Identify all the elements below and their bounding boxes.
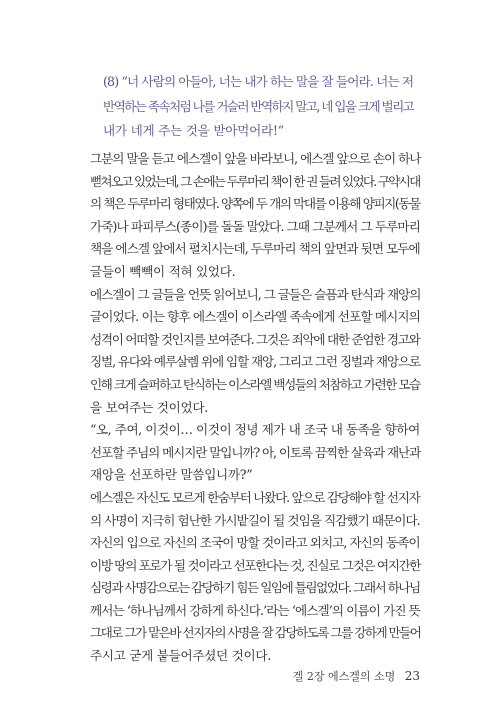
body-line: 이방 땅의 포로가 될 것이라고 선포한다는 것, 진실로 그것은 여지간한 (90, 557, 421, 573)
body-line: “오, 주여, 이것이… 이것이 정녕 제가 내 조국 내 동족을 향하여 (90, 422, 420, 438)
body-line: 글이었다. 이는 향후 에스겔이 이스라엘 족속에게 선포할 메시지의 (90, 309, 420, 325)
body-line: 심령과 사명감으로는 감당하기 힘든 일임에 틀림없었다. 그래서 하나님 (90, 580, 420, 596)
body-line: 께서는 ‘하나님께서 강하게 하신다.’라는 ‘에스겔’의 이름이 가진 뜻 (90, 602, 420, 618)
body-line: 글들이 빽빽이 적혀 있었다. (90, 263, 236, 279)
body-line: 을 보여주는 것이었다. (90, 399, 208, 415)
body-text (90, 148, 420, 668)
quote-line: (8) “너 사람의 아들아, 너는 내가 하는 말을 잘 들어라. 너는 저 (103, 74, 414, 89)
quote-line: 반역하는 족속처럼 나를 거슬러 반역하지 말고, 네 입을 크게 벌리고 (103, 98, 414, 114)
body-line: 징벌, 유다와 예루살렘 위에 임할 재앙, 그리고 그런 징벌과 재앙으로 (90, 354, 421, 370)
page-footer (293, 668, 420, 684)
body-line: 가죽)나 파피루스(종이)를 돌돌 말았다. 그때 그분께서 그 두루마리 (90, 218, 420, 234)
body-line: 자신의 입으로 자신의 조국이 망할 것이라고 외치고, 자신의 동족이 (90, 535, 420, 551)
quote-line: 내가 네게 주는 것을 받아먹어라!” (103, 123, 284, 138)
body-line: 그분의 말을 듣고 에스겔이 앞을 바라보니, 에스겔 앞으로 손이 하나 (90, 151, 421, 166)
body-line: 인해 크게 슬퍼하고 탄식하는 이스라엘 백성들의 처참하고 가련한 모습 (90, 376, 420, 392)
body-line: 책을 에스겔 앞에서 펼치시는데, 두루마리 책의 앞면과 뒷면 모두에 (90, 241, 420, 257)
chapter-title: 겔 2장 에스겔의 소명 (292, 670, 396, 683)
body-line: 에스겔은 자신도 모르게 한숨부터 나왔다. 앞으로 감당해야 할 선지자 (90, 489, 420, 505)
body-line: 뻗쳐오고 있었는데, 그 손에는 두루마리 책이 한 권 들려 있었다. 구약시대 (90, 173, 420, 189)
body-line: 의 책은 두루마리 형태였다. 양쪽에 두 개의 막대를 이용해 양피지(동물 (90, 196, 420, 212)
body-line: 성격이 어떠할 것인지를 보여준다. 그것은 죄악에 대한 준엄한 경고와 (90, 331, 420, 347)
body-line: 에스겔이 그 글들을 언뜻 읽어보니, 그 글들은 슬픔과 탄식과 재앙의 (90, 286, 421, 302)
scripture-quote (103, 70, 413, 144)
body-line: 주시고 굳게 붙들어주셨던 것이다. (90, 648, 271, 664)
body-line: 재앙을 선포하란 말씀입니까?” (90, 467, 253, 483)
body-line: 그대로 그가 맡은바 선지자의 사명을 잘 감당하도록 그를 강하게 만들어 (90, 625, 421, 641)
body-line: 선포할 주님의 메시지란 말입니까? 아, 이토록 끔찍한 살육과 재난과 (90, 444, 421, 460)
body-line: 의 사명이 지극히 험난한 가시밭길이 될 것임을 직감했기 때문이다. (90, 512, 420, 528)
page-number: 23 (404, 669, 420, 683)
